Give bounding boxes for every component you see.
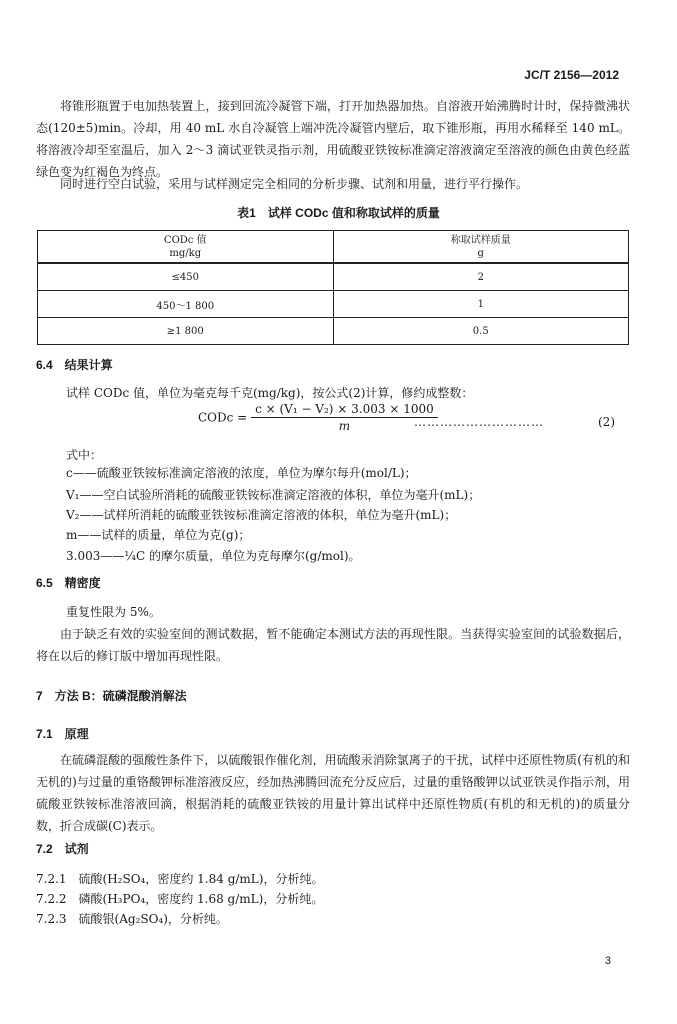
cod-mass-table <box>37 230 629 345</box>
header-cod-value: CODc 值 mg/kg <box>38 231 334 264</box>
table-caption: 表1 试样 CODc 值和称取试样的质量 <box>237 206 440 220</box>
repeatability: 重复性限为 5%。 <box>66 605 161 619</box>
mass-cell: 0.5 <box>333 318 629 345</box>
cod-range-cell: ≥1 800 <box>38 318 334 345</box>
formula <box>198 402 438 446</box>
table-row <box>38 263 629 291</box>
cod-range-cell: ≤450 <box>38 263 334 291</box>
mass-cell: 2 <box>333 263 629 291</box>
mass-cell: 1 <box>333 291 629 318</box>
where-label: 式中： <box>66 448 103 462</box>
formula-numerator: c × (V₁ − V₂) × 3.003 × 1000 <box>251 402 438 418</box>
heading-6-4: 6.4 结果计算 <box>36 358 113 372</box>
reagent-item: 7.2.2 磷酸(H₃PO₄，密度约 1.68 g/mL)，分析纯。 <box>36 892 324 906</box>
def-v2: V₂——试样所消耗的硫酸亚铁铵标准滴定溶液的体积，单位为毫升(mL)； <box>66 508 457 522</box>
formula-lhs: CODc = <box>198 410 248 425</box>
heading-7: 7 方法 B：硫磷混酸消解法 <box>36 689 187 703</box>
def-m: m——试样的质量，单位为克(g)； <box>66 528 251 542</box>
header-sample-mass: 称取试样质量 g <box>333 231 629 264</box>
table-row <box>38 291 629 318</box>
principle-paragraph: 在硫磷混酸的强酸性条件下，以硫酸银作催化剂，用硫酸汞消除氯离子的干扰，试样中还原性物质(有机的和无机的)与过量的重铬酸钾标准溶液反应，经加热沸腾回流充分反应后，过量的重铬酸钾以试亚铁灵作指示剂，用硫酸亚铁铵标准溶液回滴，根据消耗的硫酸亚铁铵的用量计算出试样中还原性物质(有机的和无机的)的质量分数，折合成碳(C)表示。 <box>36 753 630 833</box>
formula-denominator: m <box>338 419 351 433</box>
cod-range-cell: 450～1 800 <box>38 291 334 318</box>
page-number: 3 <box>604 955 611 967</box>
heading-7-2: 7.2 试剂 <box>36 842 89 856</box>
table-row <box>38 318 629 345</box>
reagent-item: 7.2.3 硫酸银(Ag₂SO₄)，分析纯。 <box>36 912 228 926</box>
reagent-item: 7.2.1 硫酸(H₂SO₄，密度约 1.84 g/mL)，分析纯。 <box>36 872 324 886</box>
formula-fraction <box>251 402 438 433</box>
formula-leader-dots: ………………………… <box>414 415 544 429</box>
procedure-paragraph: 将锥形瓶置于电加热装置上，接到回流冷凝管下端，打开加热器加热。自溶液开始沸腾时计时，保持微沸状态(120±5)min。冷却，用 40 mL 水自冷凝管上端冲洗冷凝管内壁后，取下锥形瓶，再用水稀释至 140 mL。将溶液冷却至室温后，加入 2～3 滴试亚铁灵指示剂，用硫酸亚铁铵标准滴定溶液滴定至溶液的颜色由黄色经蓝绿色变为红褐色为终点。 <box>36 99 630 179</box>
def-v1: V₁——空白试验所消耗的硫酸亚铁铵标准滴定溶液的体积，单位为毫升(mL)； <box>66 488 481 502</box>
heading-6-5: 6.5 精密度 <box>36 576 101 590</box>
blank-test-paragraph: 同时进行空白试验，采用与试样测定完全相同的分析步骤、试剂和用量，进行平行操作。 <box>60 177 529 191</box>
def-c: c——硫酸亚铁铵标准滴定溶液的浓度，单位为摩尔每升(mol/L)； <box>66 466 417 480</box>
table-header-row <box>38 231 629 264</box>
calculation-intro: 试样 CODc 值，单位为毫克每千克(mg/kg)，按公式(2)计算，修约成整数： <box>66 386 474 400</box>
def-molar-mass: 3.003——¼C 的摩尔质量，单位为克每摩尔(g/mol)。 <box>66 549 361 563</box>
heading-7-1: 7.1 原理 <box>36 727 89 741</box>
formula-number: (2) <box>598 415 615 429</box>
reproducibility-paragraph: 由于缺乏有效的实验室间的测试数据，暂不能确定本测试方法的再现性限。当获得实验室间的试验数据后，将在以后的修订版中增加再现性限。 <box>36 627 630 663</box>
standard-number: JC/T 2156—2012 <box>524 68 619 82</box>
